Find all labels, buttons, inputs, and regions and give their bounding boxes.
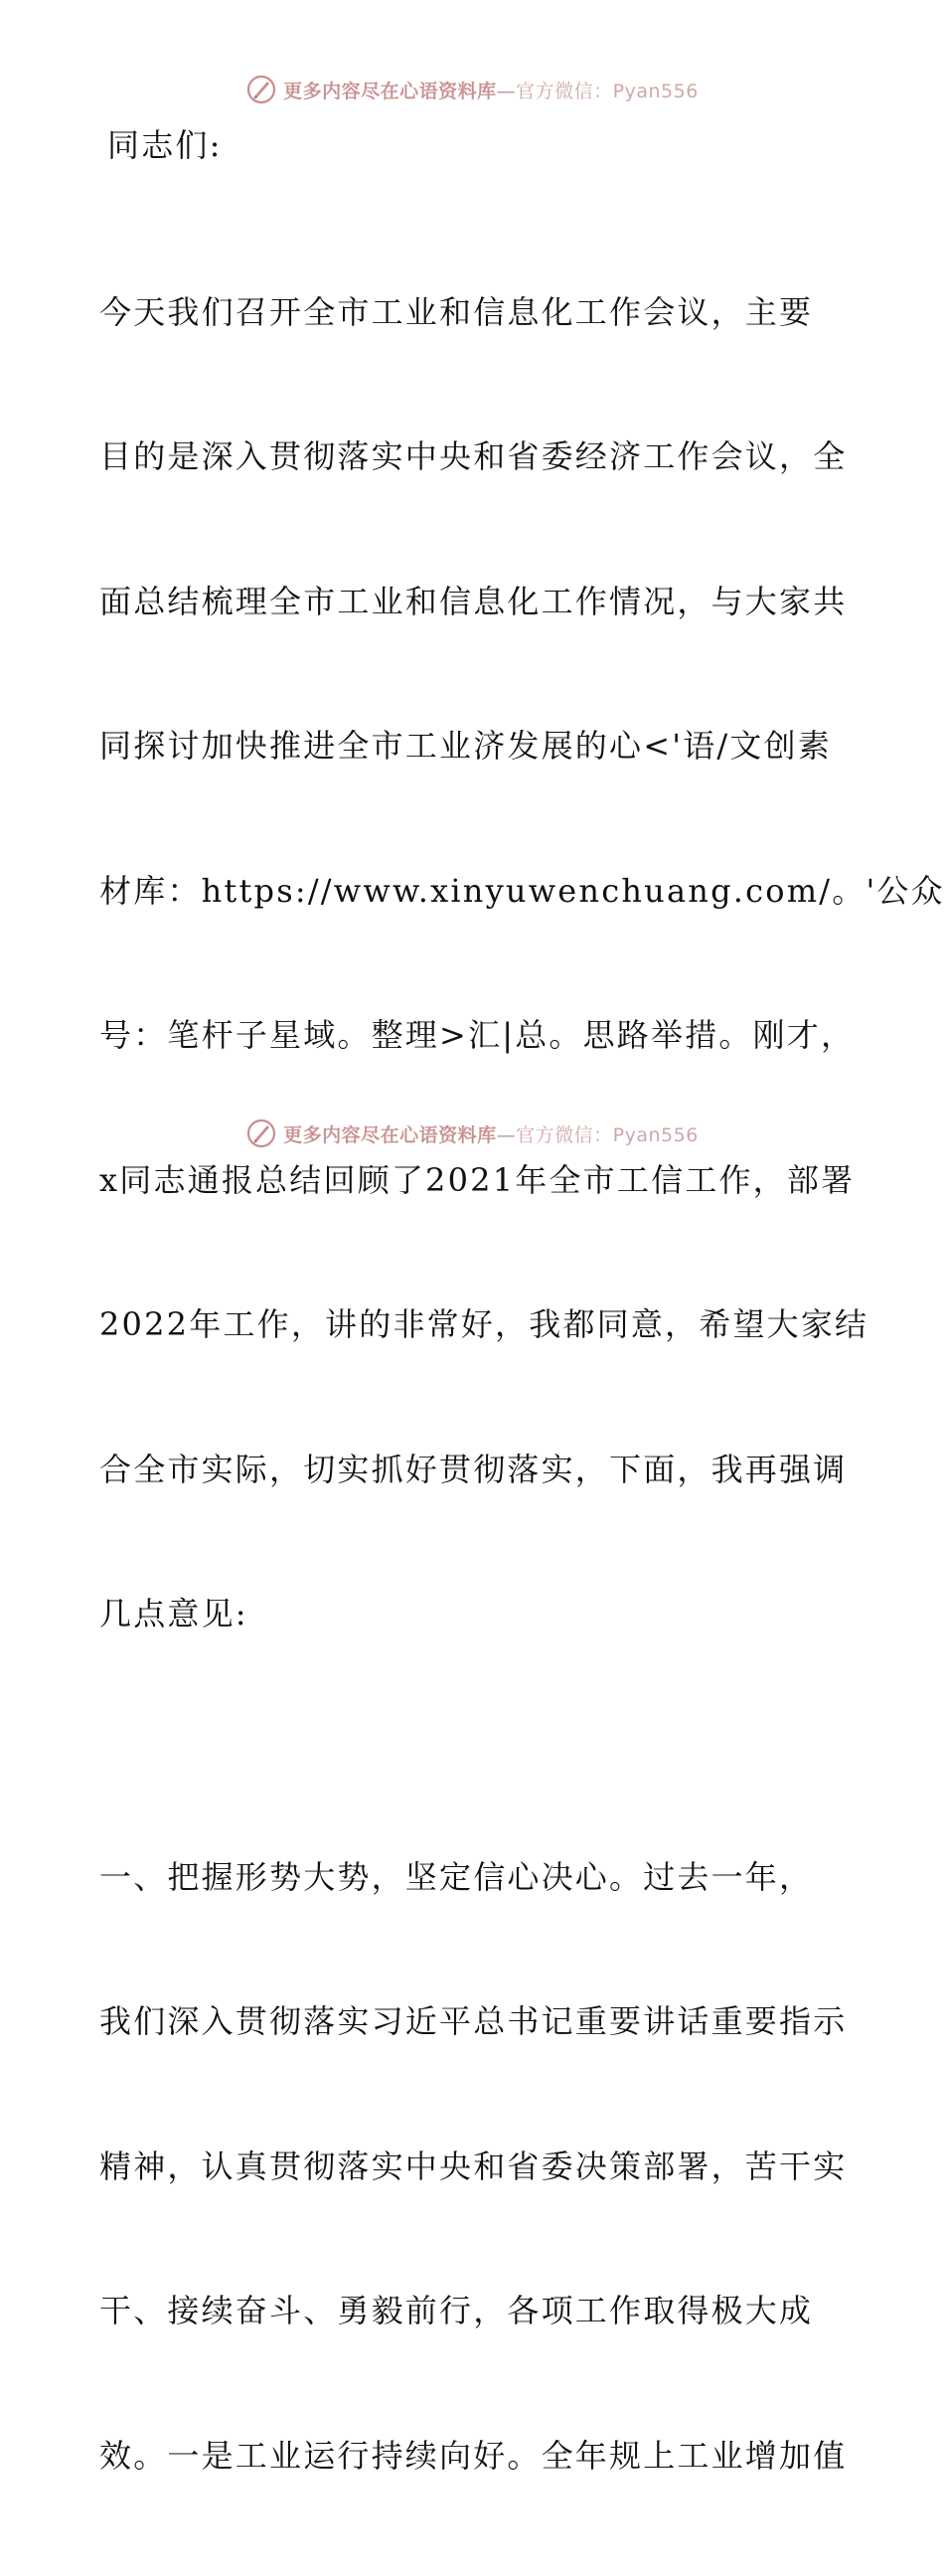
paragraph-line: 干、接续奋斗、勇毅前行，各项工作取得极大成 [99, 2287, 855, 2335]
watermark-separator: — [497, 81, 517, 102]
paragraph-line: 一、把握形势大势，坚定信心决心。过去一年， [99, 1853, 855, 1902]
paragraph-line: 2022年工作，讲的非常好，我都同意，希望大家结 [99, 1300, 855, 1349]
watermark-text [283, 77, 699, 103]
paragraph-line: 材库：https://www.xinyuwenchuang.com/。'公众 [99, 867, 855, 916]
watermark-banner-top [0, 70, 944, 109]
paragraph-2 [99, 1757, 855, 2576]
paragraph-line: x同志通报总结回顾了2021年全市工信工作，部署 [99, 1156, 855, 1205]
watermark-text [283, 1120, 699, 1147]
paragraph-line: 今天我们召开全市工业和信息化工作会议，主要 [99, 288, 855, 337]
quill-pen-circle-icon [245, 74, 277, 105]
paragraph-line: 同探讨加快推进全市工业济发展的心<'语/文创素 [99, 722, 855, 771]
document-body [99, 121, 855, 2576]
paragraph-line: 面总结梳理全市工业和信息化工作情况，与大家共 [99, 578, 855, 626]
paragraph-line: 效。一是工业运行持续向好。全年规上工业增加值 [99, 2432, 855, 2481]
paragraph-line: 几点意见: [99, 1590, 855, 1638]
greeting: 同志们: [99, 121, 855, 170]
watermark-banner-bottom [0, 1114, 944, 1153]
watermark-separator: — [497, 1124, 517, 1146]
watermark-brand: 更多内容尽在心语资料库 [283, 1124, 497, 1146]
paragraph-line: 合全市实际，切实抓好贯彻落实，下面，我再强调 [99, 1446, 855, 1494]
paragraph-line: 号：笔杆子星域。整理>汇|总。思路举措。刚才， [99, 1011, 855, 1060]
paragraph-line: 精神，认真贯彻落实中央和省委决策部署，苦干实 [99, 2143, 855, 2191]
quill-pen-circle-icon [245, 1117, 277, 1149]
paragraph-1 [99, 192, 855, 1735]
watermark-brand: 更多内容尽在心语资料库 [283, 81, 497, 102]
watermark-wechat: 官方微信：Pyan556 [516, 1124, 699, 1146]
paragraph-line: 我们深入贯彻落实习近平总书记重要讲话重要指示 [99, 1997, 855, 2046]
paragraph-line: 目的是深入贯彻落实中央和省委经济工作会议，全 [99, 432, 855, 481]
watermark-wechat: 官方微信：Pyan556 [516, 81, 699, 102]
